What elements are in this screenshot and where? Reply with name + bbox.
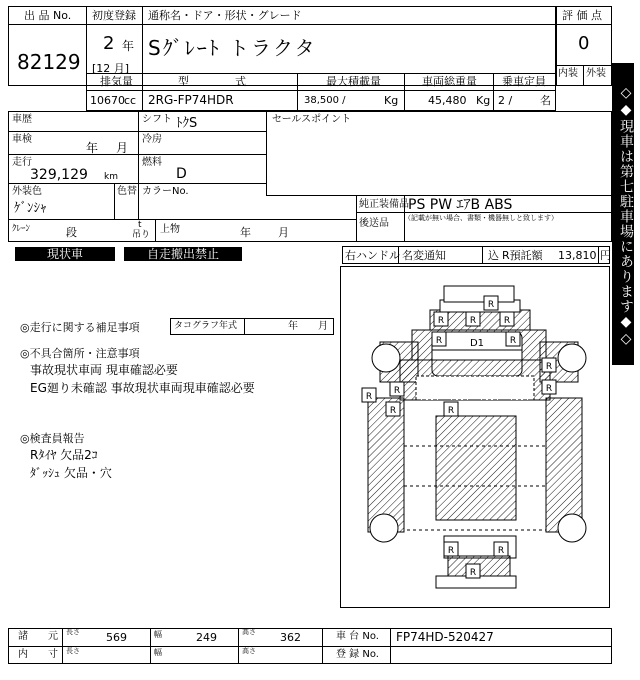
accessories-note: （記載が無い場合、書類・機器無しと致します） [404, 214, 558, 222]
inspector-label: ◎検査員報告 [20, 432, 85, 445]
first-reg-label: 初度登録 [92, 9, 136, 22]
model-value: 2RG-FP74HDR [148, 93, 234, 107]
displacement-unit: cc [124, 94, 137, 107]
mileage-unit: km [104, 172, 118, 182]
width-value: 249 [196, 631, 217, 644]
repair-mark: R [389, 406, 397, 416]
interior-label: 内装 [558, 68, 578, 79]
steering-value: 右ハンドル [345, 249, 400, 262]
repair-mark: R [393, 386, 401, 396]
repair-mark: R [437, 316, 445, 326]
vehicle-damage-diagram [340, 266, 610, 608]
repair-mark: R [469, 568, 477, 578]
max-load-unit: Kg [384, 94, 399, 107]
tachograph-month-unit: 月 [318, 321, 328, 332]
score-value: 0 [578, 33, 590, 54]
chassis-label: 車 台 No. [336, 631, 379, 642]
crane-label: ｸﾚｰﾝ [12, 224, 31, 234]
max-load-label: 最大積載量 [326, 75, 381, 88]
mileage-label: 走行 [12, 157, 32, 168]
hoist-label: 吊り [132, 230, 151, 240]
tachograph-label: タコグラフ年式 [174, 321, 238, 331]
repair-mark: R [509, 336, 517, 346]
mileage-value: 329,129 [30, 167, 88, 183]
defect-line-2: EG廻り未確認 事故現状車両現車確認必要 [30, 381, 255, 395]
inner-height-label: 高さ [242, 647, 256, 655]
gross-weight-unit: Kg [476, 94, 491, 107]
defects-label: ◎不具合箇所・注意事項 [20, 347, 140, 360]
reg-year: 2 [103, 33, 115, 54]
inner-length-label: 長さ [66, 647, 80, 655]
parking-notice: ◇◆現車は第七駐車場にあります◆◇ [612, 63, 634, 365]
displacement-value: 10670 [90, 94, 125, 107]
lot-no-value: 82129 [17, 50, 81, 74]
upper-label: 上物 [160, 224, 180, 235]
reg-no-label: 登 録 No. [336, 649, 379, 660]
fuel-value: D [176, 166, 187, 182]
capacity-label: 乗車定員 [502, 75, 546, 88]
gross-weight-label: 車両総重量 [422, 75, 477, 88]
driving-notes-label: ◎走行に関する補足事項 [20, 321, 140, 334]
dent-mark: D1 [469, 338, 485, 349]
color-change-label: 色替 [117, 186, 137, 197]
tax-mark: 込 [488, 249, 499, 262]
repair-mark: R [469, 316, 477, 326]
height-value: 362 [280, 631, 301, 644]
yen-unit: 円 [600, 249, 611, 262]
equipment-value: PS PW ｴｱB ABS [408, 197, 513, 213]
reg-year-unit: 年 [122, 39, 135, 53]
inner-dims-label: 内 寸 [18, 649, 58, 660]
repair-mark: R [447, 406, 455, 416]
color-value: ｹﾞﾝｼｬ [14, 201, 47, 216]
inspector-line-1: Rﾀｲﾔ 欠品2ｺ [30, 448, 98, 462]
displacement-label: 排気量 [100, 75, 133, 88]
length-value: 569 [106, 631, 127, 644]
height-label: 高さ [242, 628, 256, 636]
exterior-label: 外装 [586, 68, 606, 79]
fuel-label: 燃料 [142, 157, 162, 168]
self-drive-badge: 自走搬出禁止 [124, 247, 242, 261]
recycle-label: R預託額 [502, 249, 543, 262]
sales-points-label: セールスポイント [272, 114, 352, 125]
gross-weight-value: 45,480 [428, 94, 467, 107]
dims-label: 諸 元 [18, 631, 58, 642]
defect-line-1: 事故現状車両 現車確認必要 [30, 363, 178, 377]
repair-mark: R [545, 362, 553, 372]
color-no-label: カラーNo. [142, 186, 189, 197]
aircon-label: 冷房 [142, 134, 162, 145]
repair-mark: R [503, 316, 511, 326]
shift-value: ﾄｸS [176, 116, 198, 131]
inner-width-label: 幅 [154, 648, 162, 657]
name-change-label: 名変通知 [402, 249, 446, 262]
lot-no-label: 出 品 No. [24, 9, 72, 22]
car-name: Sｸﾞﾚｰﾄ トラクタ [148, 36, 317, 60]
model-label: 型 式 [178, 75, 254, 88]
score-label: 評 価 点 [562, 9, 602, 22]
accessories-label: 後送品 [359, 218, 389, 229]
recycle-amount: 13,810 [558, 249, 597, 262]
color-label: 外装色 [12, 186, 42, 197]
capacity-unit: 名 [540, 94, 551, 107]
repair-mark: R [497, 546, 505, 556]
inspector-line-2: ﾀﾞｯｼｭ 欠品・穴 [30, 466, 112, 480]
shift-label: シフト [142, 114, 172, 125]
current-state-badge: 現状車 [15, 247, 115, 261]
equipment-label: 純正装備品 [359, 199, 409, 210]
length-label: 長さ [66, 628, 80, 636]
width-label: 幅 [154, 630, 162, 639]
max-load-value: 38,500 / [304, 95, 346, 106]
reg-month: [12 月] [92, 62, 130, 75]
chassis-value: FP74HD-520427 [396, 630, 494, 644]
hoist-t: t [138, 220, 142, 230]
inspection-month-unit: 月 [116, 141, 129, 155]
inspection-label: 車検 [12, 134, 32, 145]
repair-mark: R [435, 336, 443, 346]
repair-mark: R [447, 546, 455, 556]
upper-month-unit: 月 [278, 226, 289, 239]
tachograph-year-unit: 年 [288, 321, 298, 332]
upper-year-unit: 年 [240, 226, 251, 239]
inspection-year-unit: 年 [86, 141, 99, 155]
capacity-value: 2 / [498, 94, 513, 107]
history-label: 車歴 [12, 114, 32, 125]
repair-mark: R [545, 384, 553, 394]
repair-mark: R [487, 300, 495, 310]
repair-mark: R [365, 392, 373, 402]
car-name-label: 通称名・ドア・形状・グレード [148, 9, 302, 22]
crane-stage-unit: 段 [66, 226, 77, 239]
